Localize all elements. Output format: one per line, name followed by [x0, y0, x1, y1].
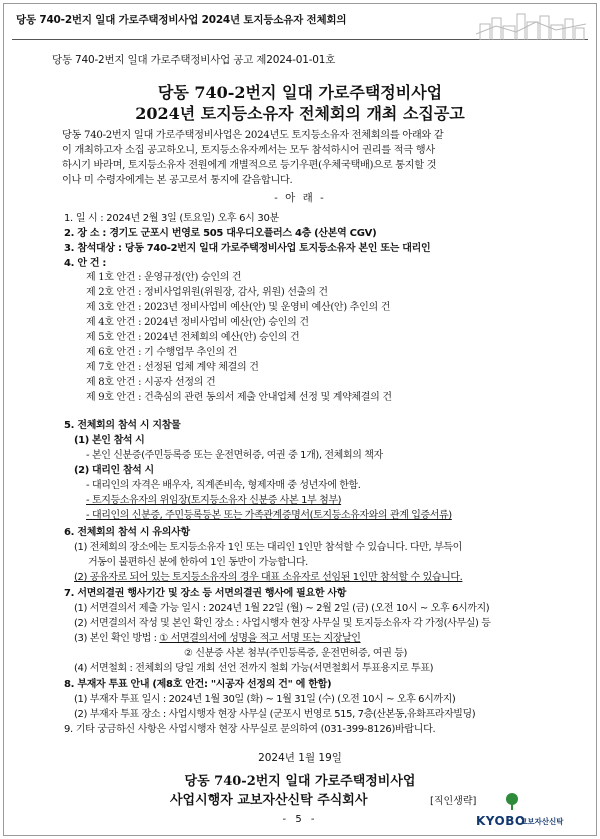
page-number: - 5 - [282, 814, 318, 825]
section6-item: (2) 공유자로 되어 있는 토지등소유자의 경우 대표 소유자로 선임된 1인만 참석할 수 있습니다. [74, 572, 463, 583]
section6-item: (1) 전체회의 장소에는 토지등소유자 1인 또는 대리인 1인만 참석할 수 있습니다. 다만, 부득이 [74, 542, 462, 553]
section6-heading: 6. 전체회의 참석 시 유의사항 [64, 527, 190, 538]
document-header [12, 8, 588, 40]
intro-line: 이나 미 수령자에게는 본 공고로서 통지에 갈음합니다. [62, 175, 293, 186]
section7-item: (4) 서면철회 : 전체회의 당일 개회 선언 전까지 철회 가능(서면철회서 투표용지로 투표) [74, 663, 434, 674]
item-date-value: 2024년 2월 3일 (토요일) 오후 6시 30분 [106, 213, 279, 224]
section5-sub1: (1) 본인 참석 시 [74, 435, 145, 446]
agenda-item: 제 8호 안건 : 시공자 선정의 건 [86, 377, 216, 388]
section5-sub1-item: - 본인 신분증(주민등록증 또는 운전면허증, 여권 중 1개), 전체회의 책자 [86, 450, 383, 461]
signature-line-1: 당동 740-2번지 일대 가로주택정비사업 [184, 774, 416, 789]
tree-logo-icon [502, 792, 522, 812]
logo-word: KYOBO [476, 814, 526, 828]
section9-text: 9. 기타 궁금하신 사항은 사업시행자 현장 사무실로 문의하여 (031-399-8126)바랍니다. [64, 724, 436, 735]
item-date-label: 1. 일 시 : [64, 213, 104, 224]
agenda-item: 제 6호 안건 : 기 수행업무 추인의 건 [86, 347, 237, 358]
section7-item3-option: ① 서면결의서에 성명을 적고 서명 또는 지장날인 [159, 633, 361, 644]
city-skyline-icon [476, 10, 586, 40]
item-date [64, 209, 279, 224]
section7-item3-label: (3) 본인 확인 방법 : [74, 633, 157, 644]
section7-item [74, 629, 361, 644]
issue-date: 2024년 1월 19일 [258, 752, 342, 764]
section7-item3-option: ② 신분증 사본 첨부(주민등록증, 운전면허증, 여권 등) [184, 648, 407, 659]
agenda-item: 제 1호 안건 : 운영규정(안) 승인의 건 [86, 272, 242, 283]
section8-item: (1) 부재자 투표 일시 : 2024년 1월 30일 (화) ~ 1월 31일 (수) (오전 10시 ~ 오후 6시까지) [74, 694, 456, 705]
kyobo-logo [476, 792, 588, 832]
title-line-2: 2024년 토지등소유자 전체회의 개최 소집공고 [135, 104, 465, 123]
signature-line-2: 사업시행자 교보자산신탁 주식회사 [170, 793, 368, 808]
intro-line: 당동 740-2번지 일대 가로주택정비사업은 2024년도 토지등소유자 전체회의를 아래와 같 [62, 130, 444, 141]
item-place [64, 224, 376, 239]
agenda-item: 제 7호 안건 : 선정된 업체 계약 체결의 건 [86, 362, 259, 373]
item-agenda-label: 4. 안 건 : [64, 258, 107, 269]
seal-omitted: [직인생략] [430, 796, 477, 807]
item-target-value: 당동 740-2번지 일대 가로주택정비사업 토지등소유자 본인 또는 대리인 [124, 243, 431, 254]
intro-line: 이 개최하고자 소집 공고하오니, 토지등소유자께서는 모두 참석하시어 권리를 적극 행사 [62, 145, 435, 156]
section5-sub2: (2) 대리인 참석 시 [74, 465, 154, 476]
item-place-label: 2. 장 소 : [64, 228, 107, 239]
notice-number: 당동 740-2번지 일대 가로주택정비사업 공고 제2024-01-01호 [52, 54, 336, 66]
section7-item: (2) 서면결의서 작성 및 본인 확인 장소 : 사업시행자 현장 사무실 및 토지등소유자 각 가정(사무실) 등 [74, 618, 491, 629]
agenda-item: 제 2호 안건 : 정비사업위원(위원장, 감사, 위원) 선출의 건 [86, 287, 328, 298]
agenda-item: 제 3호 안건 : 2023년 정비사업비 예산(안) 및 운영비 예산(안) 추인의 건 [86, 302, 391, 313]
section8-heading: 8. 부재자 투표 안내 (제8호 안건: "시공자 선정의 건" 에 한함) [64, 679, 332, 690]
intro-line: 하시기 바라며, 토지등소유자 전원에게 개별적으로 등기우편(우체국택배)으로 통지할 것 [62, 160, 437, 171]
header-title: 당동 740-2번지 일대 가로주택정비사업 2024년 토지등소유자 전체회의 [16, 14, 347, 26]
agenda-item: 제 5호 안건 : 2024년 전체회의 예산(안) 승인의 건 [86, 332, 300, 343]
section5-sub2-item: - 토지등소유자의 위임장(토지등소유자 신분증 사본 1부 첨부) [86, 495, 342, 506]
section5-heading: 5. 전체회의 참석 시 지참물 [64, 420, 181, 431]
intro-paragraph [62, 128, 582, 188]
below-marker: - 아 래 - [274, 192, 326, 204]
logo-subtitle: 교보자산신탁 [520, 817, 564, 826]
item-target-label: 3. 참석대상 : [64, 243, 122, 254]
item-target [64, 239, 430, 254]
agenda-item: 제 9호 안건 : 건축심의 관련 동의서 제출 안내업체 선정 및 계약체결의 건 [86, 392, 392, 403]
item-place-value: 경기도 군포시 번영로 505 대우디오플러스 4층 (산본역 CGV) [109, 228, 377, 239]
section7-heading: 7. 서면의결권 행사기간 및 장소 등 서면의결권 행사에 필요한 사항 [64, 588, 347, 599]
section5-sub2-item: - 대리인의 자격은 배우자, 직계존비속, 형제자매 중 성년자에 한함. [86, 480, 361, 491]
title-line-1: 당동 740-2번지 일대 가로주택정비사업 [157, 83, 443, 102]
section6-item: 거동이 불편하신 분에 한하여 1인 동반이 가능합니다. [88, 557, 308, 568]
section7-item: (1) 서면결의서 제출 가능 일시 : 2024년 1월 22일 (월) ~ 2월 2일 (금) (오전 10시 ~ 오후 6시까지) [74, 603, 490, 614]
section8-item: (2) 부재자 투표 장소 : 사업시행자 현장 사무실 (군포시 번영로 515, 7층(산본동,유화프라자빌딩) [74, 709, 476, 720]
agenda-item: 제 4호 안건 : 2024년 정비사업비 예산(안) 승인의 건 [86, 317, 309, 328]
section5-sub2-item: - 대리인의 신분증, 주민등록등본 또는 가족관계증명서(토지등소유자와의 관계 입증서류) [86, 510, 452, 521]
